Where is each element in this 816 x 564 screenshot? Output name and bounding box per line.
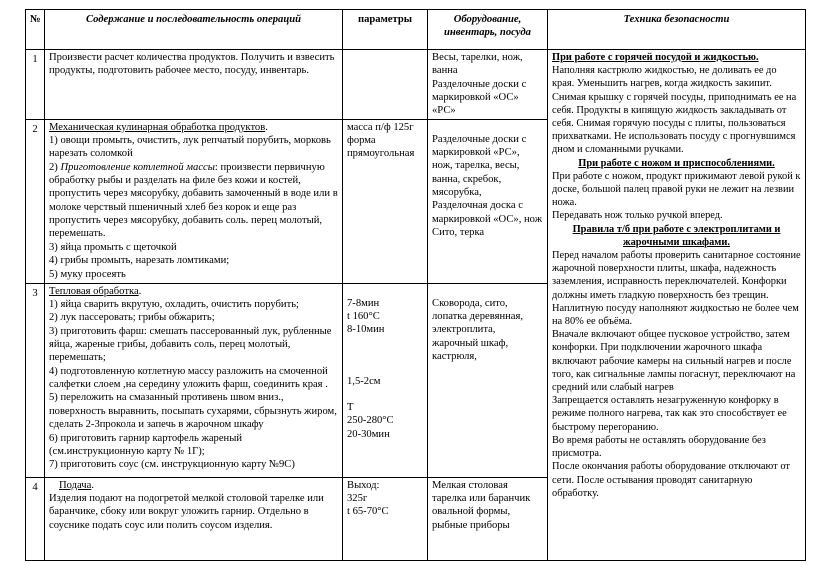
row-number: 4	[26, 477, 45, 560]
operation-title: Подача	[59, 479, 92, 491]
operation-content	[45, 119, 343, 283]
param-text: 250-280°С	[347, 415, 394, 427]
params-cell	[343, 283, 428, 477]
operation-content	[45, 50, 343, 120]
param-text: t 65-70°С	[347, 506, 389, 518]
param-text: t 160°С	[347, 311, 380, 323]
row-number: 1	[26, 50, 45, 120]
operation-item-italic: Приготовление котлетной массы	[60, 161, 215, 173]
operation-text: 5) муку просеять	[49, 268, 126, 280]
param-text: 325г	[347, 493, 368, 505]
operation-title-suffix: .	[265, 121, 268, 133]
equipment-cell	[428, 283, 548, 477]
operation-content	[45, 477, 343, 560]
safety-text: Снимая крышку с горячей посуды, приподнимать ее на себя. Продукты в кипящую жидкость закладывать от себя. Снимая горячую посуды с плиты, пользоваться прихватками. Не использовать посуду с прогнувшимся дном и сломанными ручками.	[552, 91, 797, 156]
header-content: Содержание и последовательность операций	[45, 10, 343, 50]
operation-text: 6) приготовить гарнир картофель жареный (см.инструкционную карту № 1Г);	[49, 432, 242, 457]
header-params: параметры	[343, 10, 428, 50]
operation-text: 3) яйца промыть с щеточкой	[49, 241, 177, 253]
equipment-text: «РС»	[432, 105, 456, 117]
operation-title: Тепловая обработка	[49, 285, 139, 297]
param-text	[347, 388, 423, 401]
operation-text: 1) овощи промыть, очистить, лук репчатый порубить, морковь нарезать соломкой	[49, 135, 331, 160]
safety-text: Во время работы не оставлять оборудование без присмотра.	[552, 434, 766, 460]
param-text: Выход:	[347, 479, 380, 491]
operation-item-rest: : произвести первичную обработку рыбы и разделать на филе без кожи и костей, пропустить через мясорубку, добавить замоченный в воде или в молоке черствый пшеничный хлеб без корок и еще раз пропустить через мясорубку, добавить соль. перец молотый, перемешать.	[49, 161, 338, 240]
operation-text: Произвести расчет количества продуктов. Получить и взвесить продукты, подготовить рабочее место, посуду, инвентарь.	[49, 52, 335, 77]
safety-text: Запрещается оставлять незагруженную конфорку в режиме полного нагрева, так как это способствует ее быстрому перегоранию.	[552, 395, 787, 433]
param-text: форма прямоугольная	[347, 135, 415, 160]
operation-text: 3) приготовить фарш: смешать пассерованный лук, рубленные яйца, жареные грибы, добавить соль, перец молотый, перемешать;	[49, 325, 332, 364]
operation-text: 1) яйца сварить вкрутую, охладить, очистить порубить;	[49, 299, 299, 311]
equipment-text: Сковорода, сито, лопатка деревянная, электроплита, жарочный шкаф, кастрюля,	[432, 297, 524, 363]
operation-content	[45, 283, 343, 477]
safety-text: Наполняя кастрюлю жидкостью, не доливать ее до края. Уменьшить нагрев, когда жидкость закипит.	[552, 65, 777, 90]
header-safety: Техника безопасности	[548, 10, 806, 50]
equipment-cell	[428, 477, 548, 560]
equipment-cell	[428, 50, 548, 120]
param-text: 1,5-2см	[347, 375, 381, 387]
equipment-text: Разделочная доска с маркировкой «ОС», нож	[432, 200, 543, 225]
equipment-cell	[428, 119, 548, 283]
param-text: Т	[347, 402, 354, 414]
operation-title-suffix: .	[91, 479, 94, 491]
safety-electric-title: Правила т/б при работе с электроплитами и жарочными шкафами.	[572, 223, 781, 248]
params-cell	[343, 477, 428, 560]
operation-title-line	[49, 479, 338, 492]
table-row	[26, 50, 806, 120]
header-row	[26, 10, 806, 50]
equipment-text: Мелкая столовая тарелка или баранчик овальной формы, рыбные приборы	[432, 479, 531, 531]
param-text: 8-10мин	[347, 324, 385, 336]
operation-text: 7) приготовить соус (см. инструкционную карту №9С)	[49, 459, 295, 471]
operation-text: 5) переложить на смазанный противень швом вниз., поверхность выравнить, посыпать сухарями, сбрызнуть жиром, сделать 2-3прокола и запечь в жарочном шкафу	[49, 392, 337, 431]
operations-table	[25, 9, 806, 561]
row-number: 2	[26, 119, 45, 283]
header-num: №	[26, 10, 45, 50]
param-text: масса п/ф 125г	[347, 121, 414, 133]
row-number: 3	[26, 283, 45, 477]
equipment-text: Сито, терка	[432, 227, 485, 239]
operation-title-suffix: .	[138, 285, 142, 297]
param-text: 20-30мин	[347, 428, 390, 440]
equipment-text: Разделочные доски с маркировкой «РС»,	[432, 133, 527, 159]
safety-text: При работе с ножом, продукт прижимают левой рукой к доске, большой палец правой руки не лежит на лезвии ножа.	[552, 170, 801, 209]
equipment-text: Разделочные доски с маркировкой «ОС»	[432, 78, 527, 104]
operation-title-line	[49, 121, 338, 134]
operation-text-line	[49, 161, 338, 241]
equipment-text: нож, тарелка, весы, ванна, скребок, мясорубка,	[432, 160, 520, 199]
safety-knife-title: При работе с ножом и приспособлениями.	[578, 157, 775, 169]
params-cell	[343, 50, 428, 120]
header-equipment: Оборудование, инвентарь, посуда	[428, 10, 548, 50]
operation-item-prefix: 2)	[49, 161, 61, 173]
safety-text: Передавать нож только ручкой вперед.	[552, 210, 723, 222]
operation-text: 4) подготовленную котлетную массу разложить на смоченной салфетки слоем ,на середину уложить фарш, соединить края .	[49, 365, 328, 391]
operation-title: Механическая кулинарная обработка продуктов	[49, 121, 266, 133]
operation-text: 2) лук пассеровать; грибы обжарить;	[49, 312, 215, 324]
safety-text: Перед началом работы проверить санитарное состояние жарочной поверхности плиты, шкафа, надежность заземления, исправность переключателей. Конфорки должны иметь гладкую поверхность без трещин. Наплитную посуду наполняют жидкостью не более чем на 80% ее объёма.	[552, 250, 801, 328]
operation-text: Изделия подают на подогретой мелкой столовой тарелке или баранчике, сбоку или вокруг уложить гарнир. Отдельно в соуснике подать соус или полить соусом изделия.	[49, 493, 324, 531]
param-text: 7-8мин	[347, 297, 380, 309]
equipment-text: Весы, тарелки, нож, ванна	[432, 52, 523, 77]
params-cell	[343, 119, 428, 283]
safety-text: После окончания работы оборудование отключают от сети. После остывания проводят санитарную обработку.	[552, 461, 790, 499]
safety-hot-title: При работе с горячей посудой и жидкостью.	[552, 52, 759, 63]
operation-title-line	[49, 285, 338, 298]
safety-text: Вначале включают общее пусковое устройство, затем конфорки. При подключении жарочного шкафа включают рабочие камеры на сильный нагрев и после того, как сигнальные лампы погаснут, переключают на средний или слабый нагрев	[552, 329, 796, 394]
operation-text: 4) грибы промыть, нарезать ломтиками;	[49, 255, 230, 267]
safety-cell	[548, 50, 806, 561]
